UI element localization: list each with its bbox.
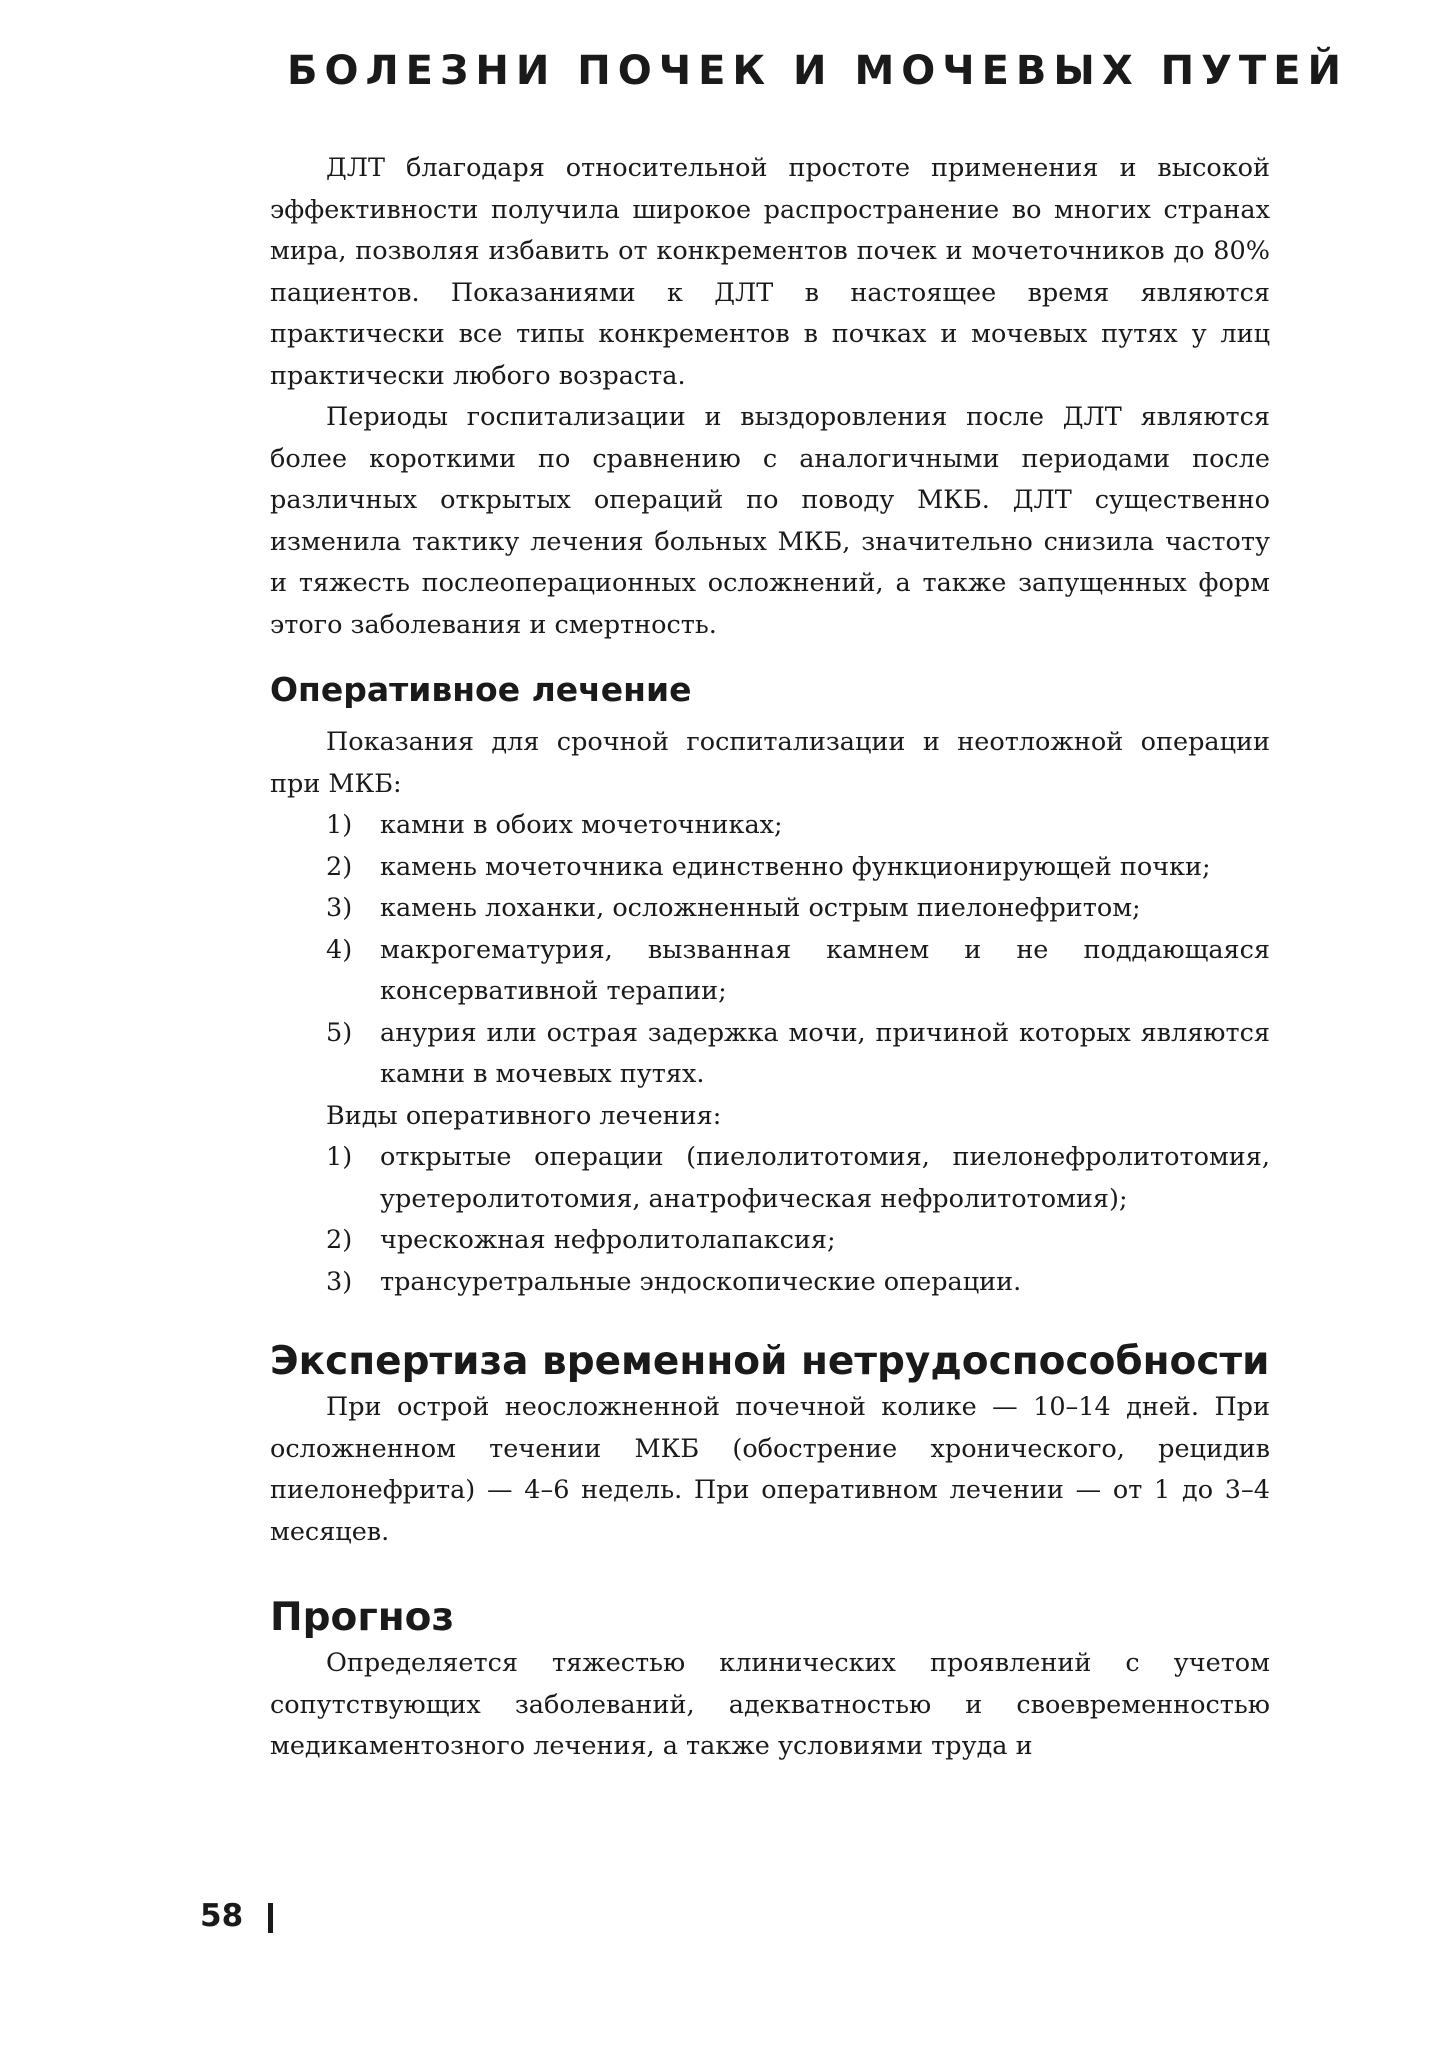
list-item-text: трансуретральные эндоскопические операции. xyxy=(380,1266,1022,1297)
surgery-heading: Оперативное лечение xyxy=(270,670,692,709)
list-item-number: 1) xyxy=(326,810,353,840)
list-item-text: анурия или острая задержка мочи, причиной которых являются камни в мочевых путях. xyxy=(380,1017,1270,1089)
list-item xyxy=(270,1137,1270,1220)
prognosis-paragraph: Определяется тяжестью клинических проявлений с учетом сопутствующих заболеваний, адекватностью и своевременностью медикаментозного лечения, а также условиями труда и xyxy=(270,1648,1270,1761)
page-number: 58 xyxy=(200,1898,244,1934)
surgery-types-list xyxy=(270,1137,1270,1303)
list-item xyxy=(270,1013,1270,1096)
list-item-number: 4) xyxy=(326,934,353,965)
list-item-number: 1) xyxy=(326,1142,353,1172)
list-item-text: камень мочеточника единственно функционирующей почки; xyxy=(380,851,1211,882)
list-item xyxy=(270,888,1270,930)
list-item xyxy=(270,930,1270,1013)
list-item-number: 2) xyxy=(326,1225,353,1255)
list-item-text: открытые операции (пиелолитотомия, пиелонефролитотомия, уретеролитотомия, анатрофическая нефролитотомия); xyxy=(380,1142,1270,1214)
disability-paragraph: При острой неосложненной почечной колике — 10–14 дней. При осложненном течении МКБ (обострение хронического, рецидив пиелонефрита) — 4–6 недель. При оперативном лечении — от 1 до 3–4 месяцев. xyxy=(270,1392,1270,1547)
list-item-number: 3) xyxy=(326,893,353,923)
intro-paragraph-1: ДЛТ благодаря относительной простоте применения и высокой эффективности получила широкое распространение во многих странах мира, позволяя избавить от конкрементов почек и мочеточников до 80% пациентов. Показаниями к ДЛТ в настоящее время являются практически все типы конкрементов в почках и мочевых путях у лиц практически любого возраста. xyxy=(270,153,1270,391)
list-item xyxy=(270,805,1270,847)
list-item-number: 5) xyxy=(326,1017,353,1048)
list-item-text: камни в обоих мочеточниках; xyxy=(380,810,783,840)
list-item xyxy=(270,847,1270,889)
list-item-number: 2) xyxy=(326,851,353,882)
list-item-number: 3) xyxy=(326,1266,353,1297)
types-intro: Виды оперативного лечения: xyxy=(326,1100,722,1131)
disability-heading: Экспертиза временной нетрудоспособности xyxy=(270,1339,1270,1384)
list-item xyxy=(270,1220,1270,1262)
list-item-text: чрескожная нефролитолапаксия; xyxy=(380,1225,836,1255)
page-number-divider xyxy=(268,1903,273,1933)
indications-list xyxy=(270,805,1270,1096)
running-title: БОЛЕЗНИ ПОЧЕК И МОЧЕВЫХ ПУТЕЙ xyxy=(286,48,1349,94)
indications-intro: Показания для срочной госпитализации и неотложной операции при МКБ: xyxy=(270,727,1270,799)
list-item xyxy=(270,1262,1270,1304)
prognosis-heading: Прогноз xyxy=(270,1595,455,1640)
intro-paragraph-2: Периоды госпитализации и выздоровления после ДЛТ являются более короткими по сравнению с аналогичными периодами после различных открытых операций по поводу МКБ. ДЛТ существенно изменила тактику лечения больных МКБ, значительно снизила частоту и тяжесть послеоперационных осложнений, а также запущенных форм этого заболевания и смертность. xyxy=(270,402,1270,640)
list-item-text: камень лоханки, осложненный острым пиелонефритом; xyxy=(380,893,1141,923)
list-item-text: макрогематурия, вызванная камнем и не поддающаяся консервативной терапии; xyxy=(380,934,1270,1006)
page-content xyxy=(270,148,1270,1768)
